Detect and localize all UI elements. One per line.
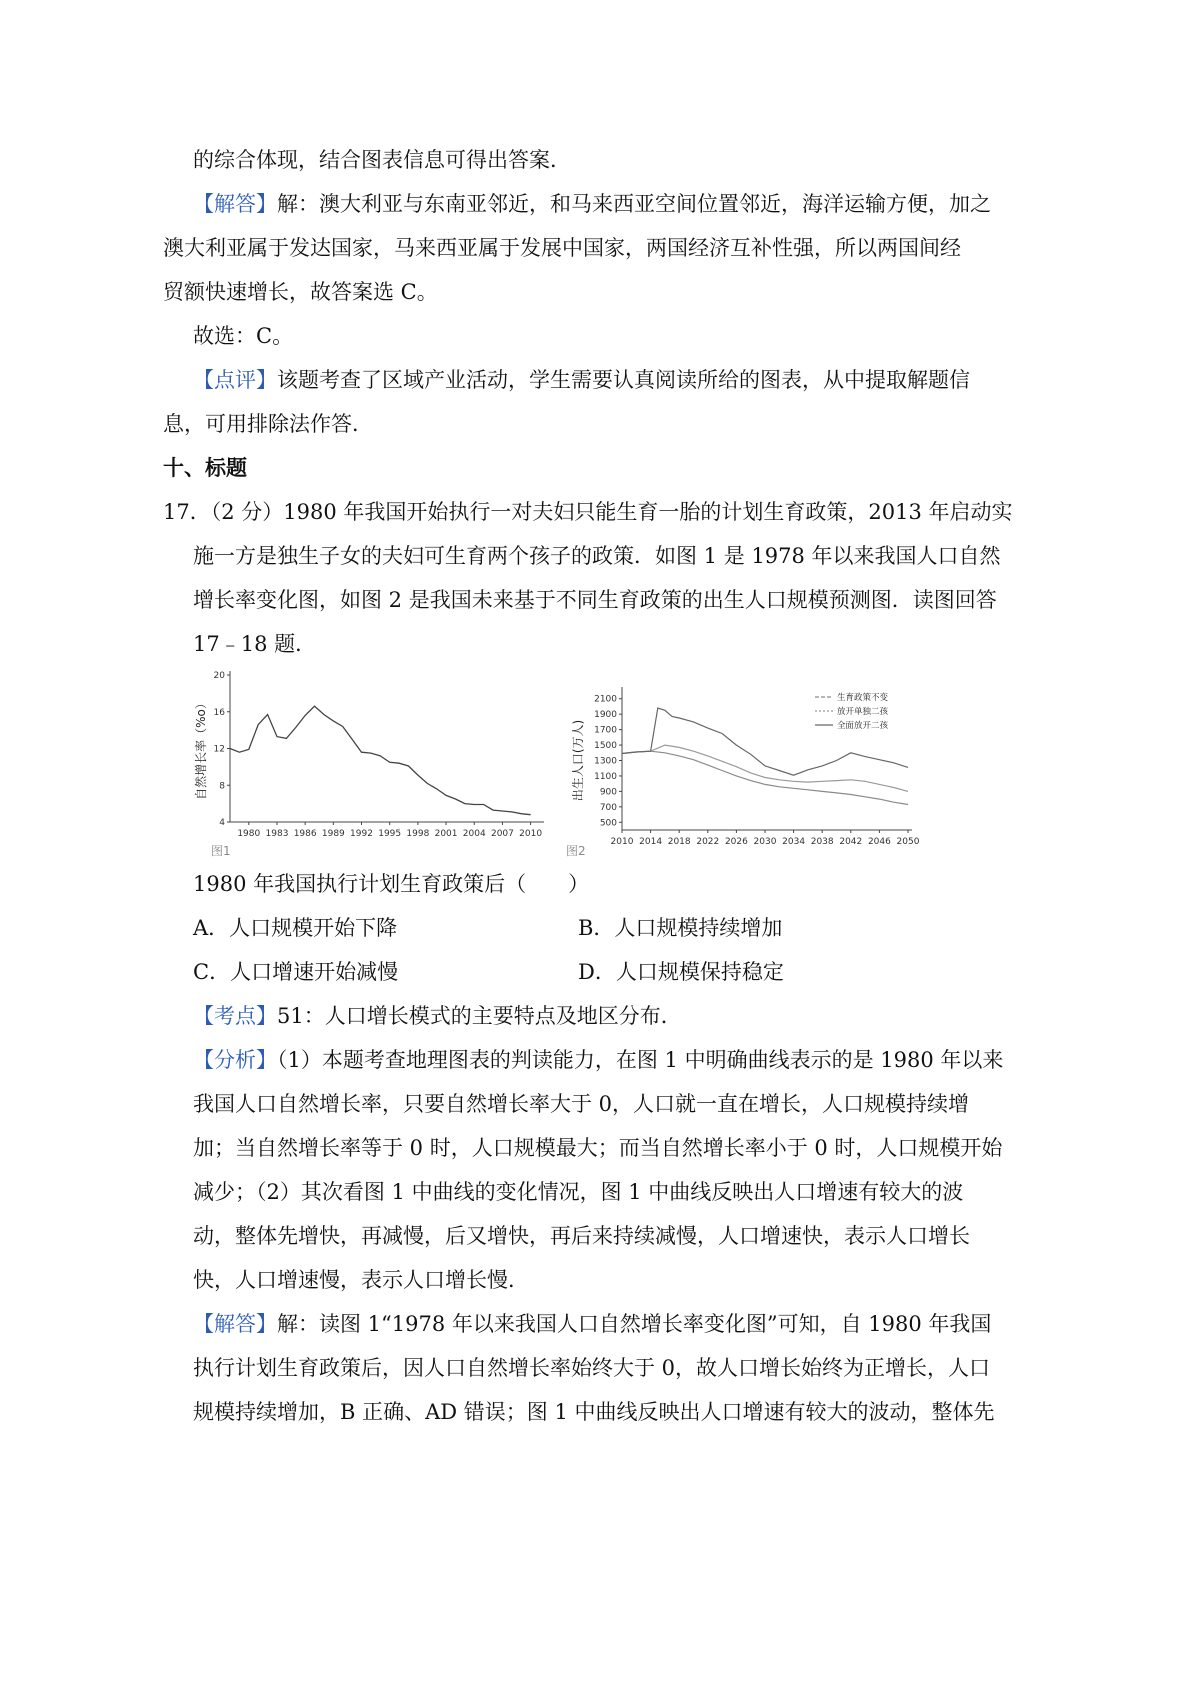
legend-label: 放开单独二孩 [837,707,889,717]
question-text: 施一方是独生子女的夫妇可生育两个孩子的政策．如图 1 是 1978 年以来我国人口自然 [193,544,1001,568]
y-axis-label: 自然增长率（%o） [194,697,208,800]
option-b[interactable]: B．人口规模持续增加 [578,916,783,940]
answer-tag: 【解答】 [193,1312,277,1336]
x-tick-label: 2026 [724,837,748,847]
x-tick-label: 2042 [839,837,863,847]
comment-text: 该题考查了区域产业活动，学生需要认真阅读所给的图表，从中提取解题信 [277,368,970,392]
y-tick-label: 1900 [594,710,617,721]
analysis-text: （1）本题考查地理图表的判读能力，在图 1 中明确曲线表示的是 1980 年以来 [277,1048,1004,1072]
text-line: 的综合体现，结合图表信息可得出答案． [193,148,571,172]
option-d[interactable]: D．人口规模保持稳定 [578,960,784,984]
y-tick-label: 12 [213,744,225,755]
text-line: 执行计划生育政策后，因人口自然增长率始终大于 0，故人口增长始终为正增长，人口 [193,1356,991,1380]
y-axis-label: 出生人口(万人) [571,719,585,802]
analysis-tag: 【分析】 [193,1048,277,1072]
y-tick-label: 500 [599,818,617,829]
series-line-1 [230,706,531,815]
figure-2 [560,683,930,860]
birth-projection-chart [560,683,930,860]
text-line: 动，整体先增快，再减慢，后又增快，再后来持续减慢，人口增速快，表示人口增长 [193,1224,970,1248]
text-line: 减少；（2）其次看图 1 中曲线的变化情况，图 1 中曲线反映出人口增速有较大的波 [193,1180,964,1204]
x-tick-label: 1986 [293,829,317,839]
x-tick-label: 2014 [639,837,663,847]
y-tick-label: 1700 [594,725,617,736]
text-line [193,1048,1003,1072]
option-a[interactable]: A．人口规模开始下降 [193,916,398,940]
text-line: 澳大利亚属于发达国家，马来西亚属于发展中国家，两国经济互补性强，所以两国间经 [163,236,961,260]
answer-text: 解：读图 1“1978 年以来我国人口自然增长率变化图”可知，自 1980 年我国 [277,1312,992,1336]
text-line: 故选：C。 [193,324,294,348]
y-tick-label: 1500 [594,741,617,752]
x-tick-label: 2010 [610,837,634,847]
x-tick-label: 1998 [406,829,430,839]
x-tick-label: 1989 [321,829,345,839]
x-tick-label: 2004 [462,829,486,839]
legend-label: 全面放开二孩 [837,721,889,731]
text-line: 贸额快速增长，故答案选 C。 [163,280,438,304]
y-tick-label: 20 [213,671,225,681]
figure-label: 图2 [566,844,586,858]
y-tick-label: 2100 [594,694,617,705]
text-line [193,192,991,216]
x-tick-label: 2050 [896,837,920,847]
text-line: 息，可用排除法作答． [163,412,373,436]
figure-label: 图1 [211,844,231,858]
x-tick-label: 2034 [782,837,806,847]
text-line [193,368,970,392]
figure-1 [185,665,550,860]
comment-tag: 【点评】 [193,368,277,392]
y-tick-label: 900 [599,787,617,798]
y-tick-label: 16 [213,707,225,718]
text-line [193,1004,682,1028]
x-tick-label: 2010 [519,829,543,839]
x-tick-label: 2018 [667,837,691,847]
kaodian-tag: 【考点】 [193,1004,277,1028]
question-text: 17．（2 分）1980 年我国开始执行一对夫妇只能生育一胎的计划生育政策，2013 年启动实 [163,500,1013,524]
text-line: 快，人口增速慢，表示人口增长慢． [193,1268,529,1292]
x-tick-label: 1983 [265,829,289,839]
y-tick-label: 4 [219,818,225,828]
x-tick-label: 1995 [378,829,402,839]
option-c[interactable]: C．人口增速开始减慢 [193,960,399,984]
question-text: 增长率变化图，如图 2 是我国未来基于不同生育政策的出生人口规模预测图．读图回答 [193,588,997,612]
x-tick-label: 2022 [696,837,720,847]
y-tick-label: 1100 [594,771,617,782]
x-tick-label: 2001 [434,829,458,839]
x-tick-label: 1992 [350,829,373,839]
legend-label: 生育政策不变 [837,693,889,703]
series-line-3 [622,708,908,775]
question-stem: 1980 年我国执行计划生育政策后（ ） [193,872,590,896]
x-tick-label: 2007 [490,829,514,839]
answer-tag: 【解答】 [193,192,277,216]
text-line: 规模持续增加，B 正确、AD 错误；图 1 中曲线反映出人口增速有较大的波动，整体先 [193,1400,995,1424]
answer-text: 解：澳大利亚与东南亚邻近，和马来西亚空间位置邻近，海洋运输方便，加之 [277,192,991,216]
x-tick-label: 2030 [753,837,777,847]
kaodian-text: 51：人口增长模式的主要特点及地区分布． [277,1004,682,1028]
question-text: 17﹣18 题． [193,632,317,656]
y-tick-label: 700 [599,802,617,813]
x-tick-label: 2038 [810,837,834,847]
section-title: 十、标题 [163,455,247,480]
text-line: 加；当自然增长率等于 0 时，人口规模最大；而当自然增长率小于 0 时，人口规模开始 [193,1136,1003,1160]
x-tick-label: 2046 [867,837,891,847]
y-tick-label: 8 [219,781,225,792]
natural-growth-rate-chart [185,665,550,860]
y-tick-label: 1300 [594,756,617,767]
text-line [193,1312,991,1336]
text-line: 我国人口自然增长率，只要自然增长率大于 0，人口就一直在增长，人口规模持续增 [193,1092,970,1116]
x-tick-label: 1980 [237,829,261,839]
